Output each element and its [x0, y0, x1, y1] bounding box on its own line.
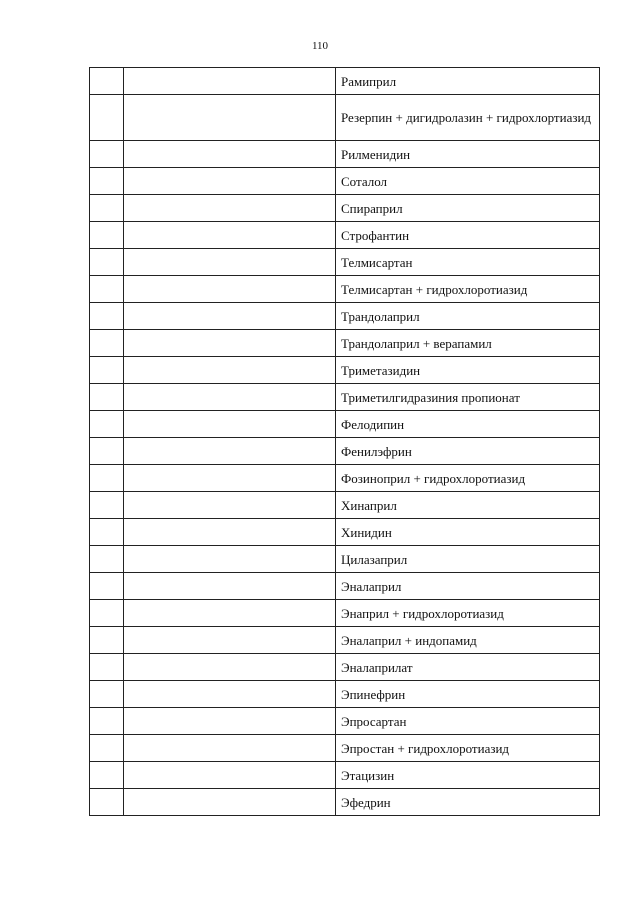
table-row	[90, 168, 600, 195]
table-row	[90, 330, 600, 357]
drug-name-cell: Фозиноприл + гидрохлоротиазид	[336, 465, 600, 492]
drug-name-cell: Соталол	[336, 168, 600, 195]
index-cell	[90, 438, 124, 465]
code-cell	[124, 357, 336, 384]
code-cell	[124, 600, 336, 627]
table-row	[90, 573, 600, 600]
code-cell	[124, 519, 336, 546]
index-cell	[90, 573, 124, 600]
index-cell	[90, 627, 124, 654]
drug-name-cell: Цилазаприл	[336, 546, 600, 573]
code-cell	[124, 168, 336, 195]
code-cell	[124, 384, 336, 411]
table-row	[90, 411, 600, 438]
index-cell	[90, 222, 124, 249]
code-cell	[124, 195, 336, 222]
table-row	[90, 546, 600, 573]
drug-name-cell: Трандолаприл + верапамил	[336, 330, 600, 357]
table-row	[90, 95, 600, 141]
table-row	[90, 276, 600, 303]
table-row	[90, 357, 600, 384]
code-cell	[124, 762, 336, 789]
index-cell	[90, 708, 124, 735]
table-row	[90, 654, 600, 681]
code-cell	[124, 222, 336, 249]
drug-name-cell: Хинаприл	[336, 492, 600, 519]
table-row	[90, 465, 600, 492]
code-cell	[124, 276, 336, 303]
code-cell	[124, 789, 336, 816]
index-cell	[90, 330, 124, 357]
table-row	[90, 519, 600, 546]
table-row	[90, 600, 600, 627]
code-cell	[124, 465, 336, 492]
code-cell	[124, 411, 336, 438]
page-number: 110	[311, 40, 329, 52]
drug-name-cell: Строфантин	[336, 222, 600, 249]
drug-name-cell: Этацизин	[336, 762, 600, 789]
drug-name-cell: Эпростан + гидрохлоротиазид	[336, 735, 600, 762]
code-cell	[124, 492, 336, 519]
table-row	[90, 735, 600, 762]
table-row	[90, 789, 600, 816]
index-cell	[90, 68, 124, 95]
index-cell	[90, 357, 124, 384]
index-cell	[90, 303, 124, 330]
code-cell	[124, 654, 336, 681]
code-cell	[124, 330, 336, 357]
index-cell	[90, 411, 124, 438]
drug-name-cell: Спираприл	[336, 195, 600, 222]
drug-name-cell: Эпинефрин	[336, 681, 600, 708]
index-cell	[90, 735, 124, 762]
index-cell	[90, 519, 124, 546]
code-cell	[124, 708, 336, 735]
drug-name-cell: Хинидин	[336, 519, 600, 546]
table-row	[90, 195, 600, 222]
table-row	[90, 681, 600, 708]
drug-name-cell: Фенилэфрин	[336, 438, 600, 465]
drug-name-cell: Эфедрин	[336, 789, 600, 816]
code-cell	[124, 249, 336, 276]
table-row	[90, 384, 600, 411]
drug-name-cell: Рилменидин	[336, 141, 600, 168]
index-cell	[90, 465, 124, 492]
drug-name-cell: Трандолаприл	[336, 303, 600, 330]
table-row	[90, 492, 600, 519]
drug-name-cell: Телмисартан + гидрохлоротиазид	[336, 276, 600, 303]
table-row	[90, 222, 600, 249]
index-cell	[90, 249, 124, 276]
drug-name-cell: Эналаприлат	[336, 654, 600, 681]
index-cell	[90, 195, 124, 222]
code-cell	[124, 303, 336, 330]
code-cell	[124, 68, 336, 95]
drug-name-cell: Энаприл + гидрохлоротиазид	[336, 600, 600, 627]
index-cell	[90, 384, 124, 411]
table-row	[90, 708, 600, 735]
table-row	[90, 141, 600, 168]
drug-table	[89, 67, 600, 816]
code-cell	[124, 681, 336, 708]
index-cell	[90, 789, 124, 816]
table-row	[90, 438, 600, 465]
table-row	[90, 627, 600, 654]
drug-name-cell: Триметазидин	[336, 357, 600, 384]
code-cell	[124, 95, 336, 141]
table-row	[90, 762, 600, 789]
drug-name-cell: Фелодипин	[336, 411, 600, 438]
index-cell	[90, 141, 124, 168]
drug-table-body	[90, 68, 600, 816]
code-cell	[124, 438, 336, 465]
code-cell	[124, 141, 336, 168]
drug-name-cell: Эналаприл	[336, 573, 600, 600]
drug-name-cell: Рамиприл	[336, 68, 600, 95]
code-cell	[124, 546, 336, 573]
drug-name-cell: Эналаприл + индопамид	[336, 627, 600, 654]
index-cell	[90, 600, 124, 627]
drug-name-cell: Резерпин + дигидролазин + гидрохлортиазид	[336, 95, 600, 141]
index-cell	[90, 762, 124, 789]
table-row	[90, 68, 600, 95]
index-cell	[90, 681, 124, 708]
drug-name-cell: Телмисартан	[336, 249, 600, 276]
table-row	[90, 249, 600, 276]
table-row	[90, 303, 600, 330]
index-cell	[90, 654, 124, 681]
code-cell	[124, 627, 336, 654]
index-cell	[90, 492, 124, 519]
drug-name-cell: Эпросартан	[336, 708, 600, 735]
index-cell	[90, 546, 124, 573]
index-cell	[90, 276, 124, 303]
code-cell	[124, 735, 336, 762]
drug-name-cell: Триметилгидразиния пропионат	[336, 384, 600, 411]
index-cell	[90, 95, 124, 141]
index-cell	[90, 168, 124, 195]
code-cell	[124, 573, 336, 600]
